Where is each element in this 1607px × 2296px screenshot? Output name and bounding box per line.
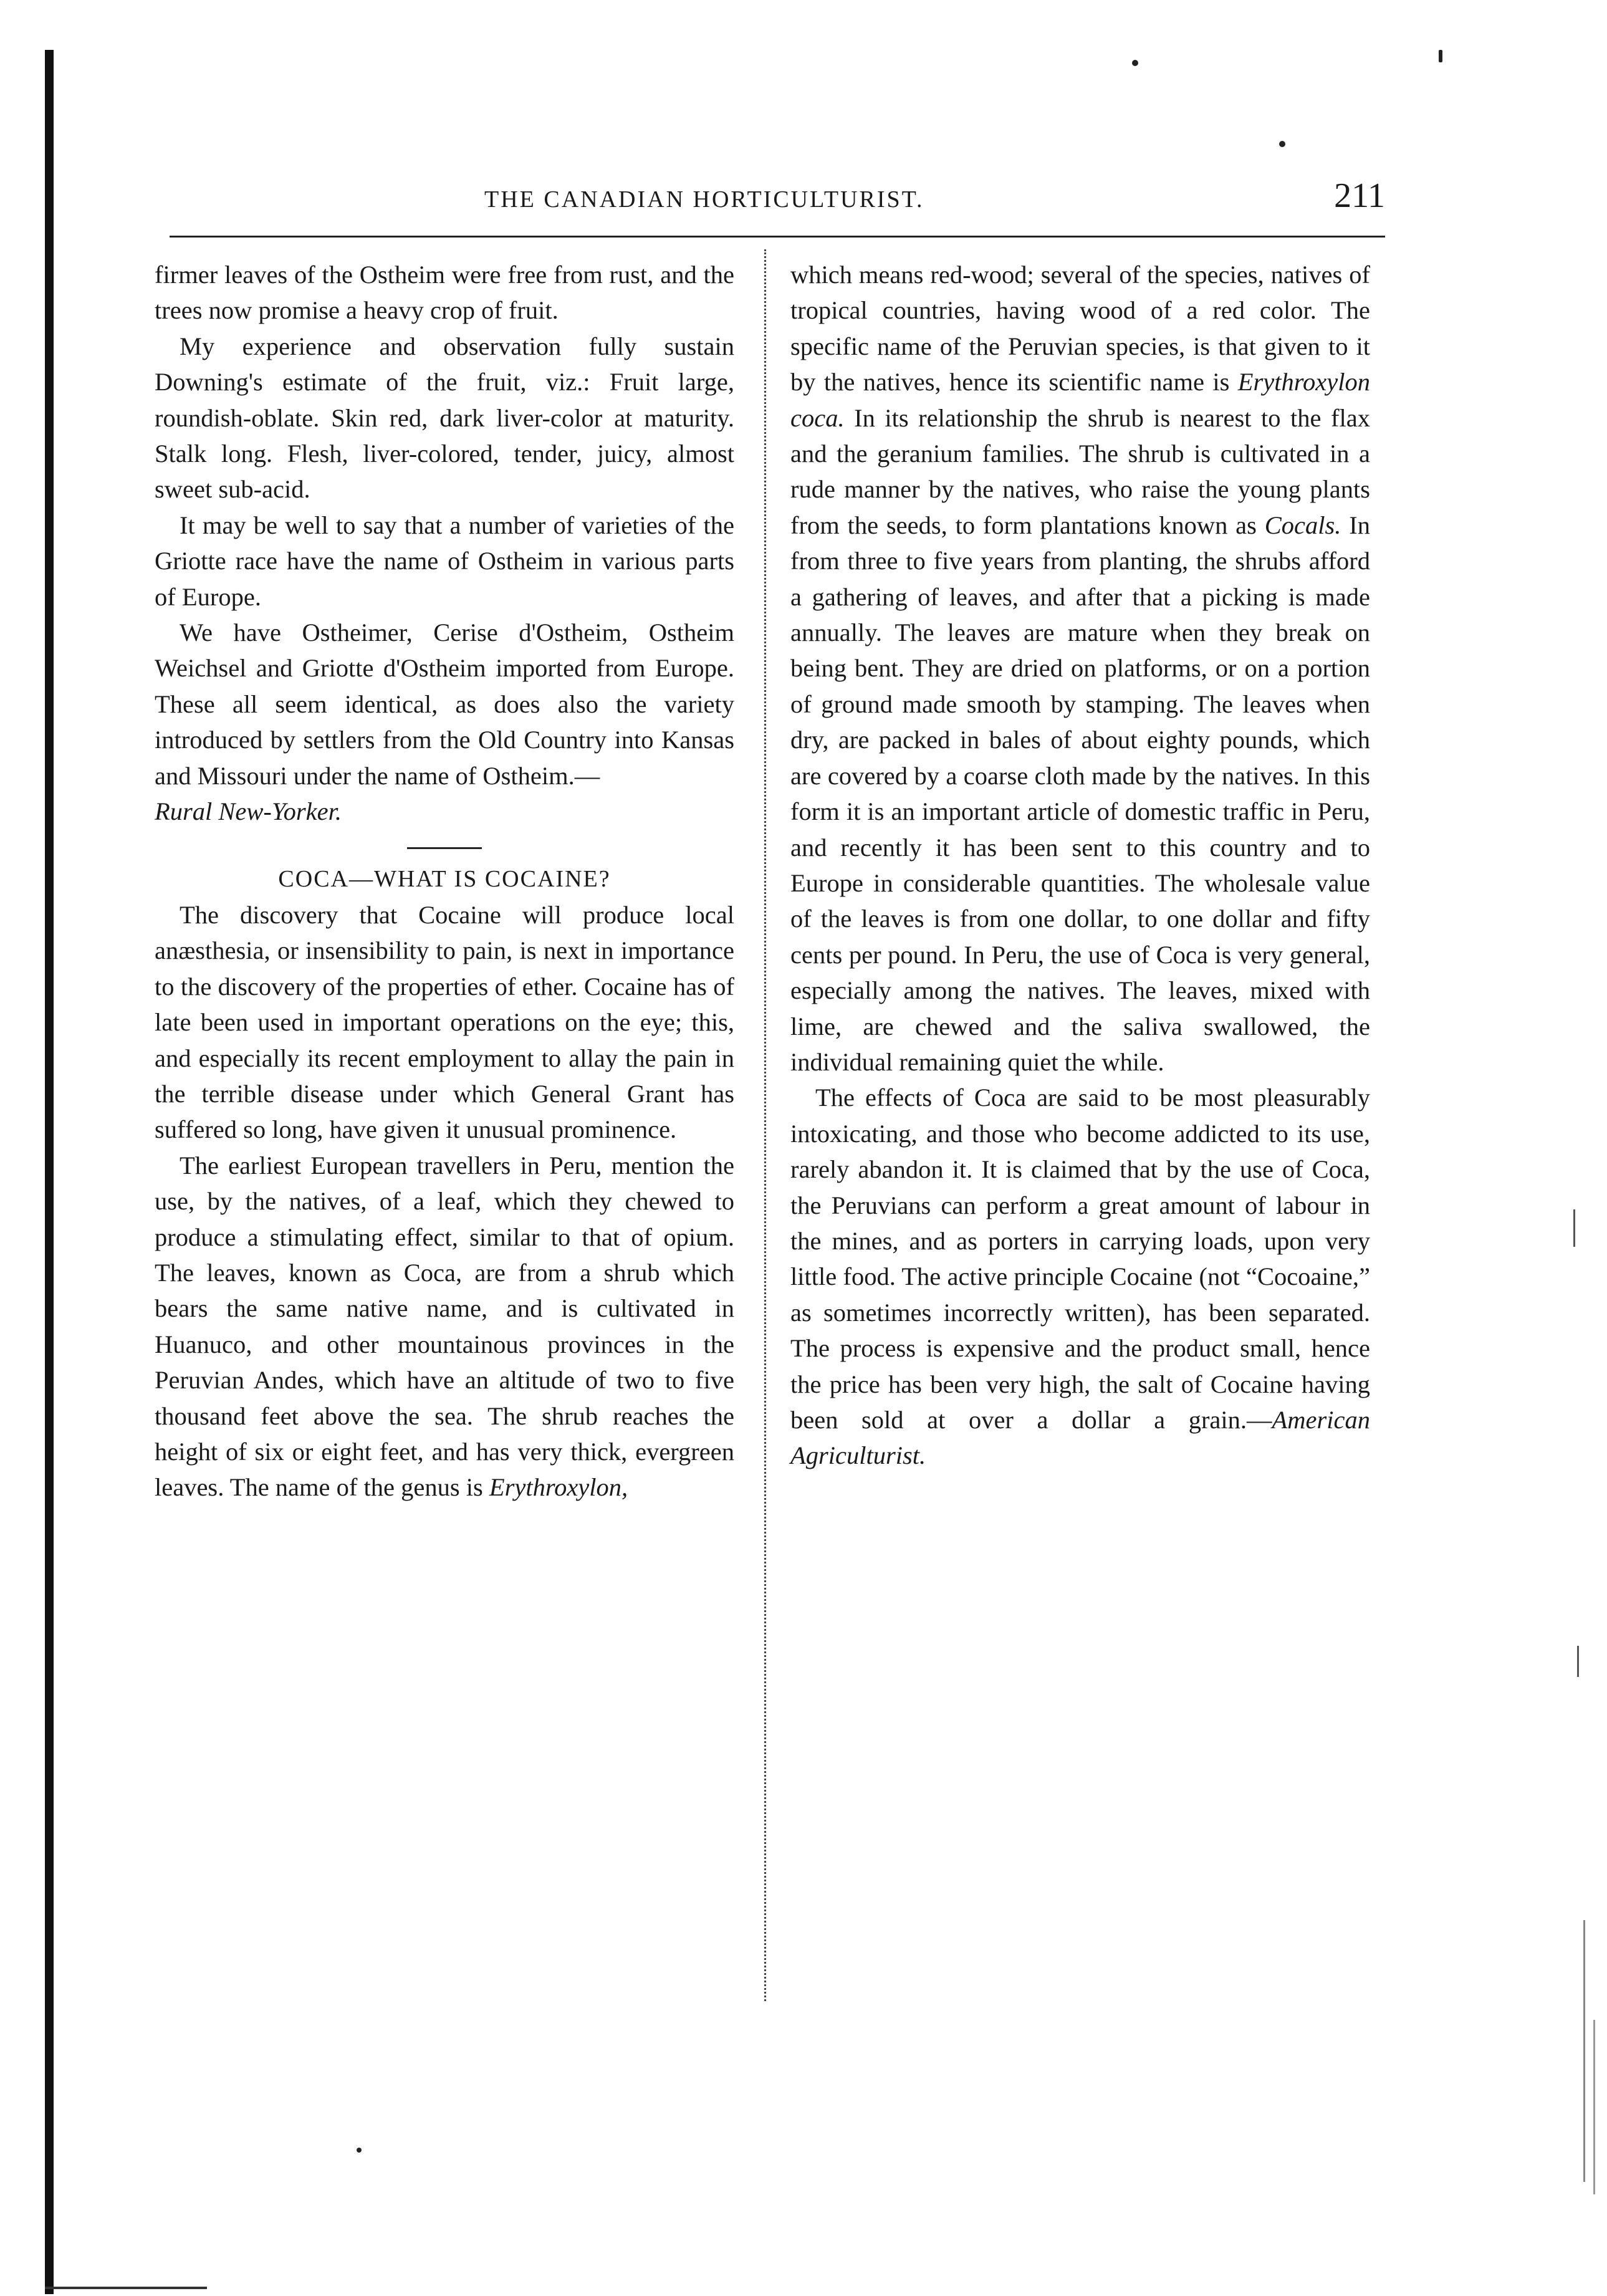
right-column (790, 257, 1370, 1474)
section-title: COCA—WHAT IS COCAINE? (278, 865, 611, 892)
left-column (155, 257, 734, 1506)
column-divider (764, 249, 767, 2001)
header-rule (170, 236, 1385, 238)
page-binding-edge (45, 50, 54, 2294)
paragraph: The discovery that Cocaine will produce local anæsthesia, or insensibility to pain, is next in importance to the discovery of the properties of ether. Cocaine has of late been used in important operations on the eye; this, and especially its recent employment to allay the pain in the terrible disease under which General Grant has suffered so long, have given it unusual prominence. (155, 900, 734, 1144)
paragraph-text: We have Ostheimer, Cerise d'Ostheim, Ostheim Weichsel and Griotte d'Ostheim imported from Europe. These all seem identical, as does also the variety introduced by settlers from the Old Country into Kansas and Missouri under the name of Ostheim.— (155, 618, 734, 790)
paragraph (155, 615, 734, 829)
paragraph: firmer leaves of the Ostheim were free from rust, and the trees now promise a heavy crop of fruit. (155, 261, 734, 325)
scan-speck (357, 2148, 362, 2153)
scan-speck (1439, 50, 1442, 62)
running-title: THE CANADIAN HORTICULTURIST. (484, 186, 924, 213)
scan-speck (1132, 60, 1138, 66)
scan-edge-mark (1593, 2020, 1595, 2194)
page-binding-foot (45, 2287, 207, 2289)
section-rule (407, 847, 482, 849)
source-attribution: American Agriculturist. (790, 1406, 1370, 1470)
paragraph (790, 1080, 1370, 1473)
paragraph-text: The earliest European travellers in Peru, mention the use, by the natives, of a leaf, which they chewed to produce a stimulating effect, similar to that of opium. The leaves, known as Coca, are from a shrub which bears the same native name, and is cultivated in Huanuco, and other mountainous provinces in the Peruvian Andes, which have an altitude of two to five thousand feet above the sea. The shrub reaches the height of six or eight feet, and has very thick, evergreen leaves. The name of the genus is (155, 1151, 734, 1502)
cocals-term: Cocals. (1264, 511, 1341, 539)
paragraph: It may be well to say that a number of varieties of the Griotte race have the name of Ostheim in various parts of Europe. (155, 511, 734, 611)
paragraph-text: In from three to five years from planting, the shrubs afford a gathering of leaves, and after that a picking is made annually. The leaves are mature when they break on being bent. They are dried on platforms, or on a portion of ground made smooth by stamping. The leaves when dry, are packed in bales of about eighty pounds, which are covered by a coarse cloth made by the natives. In this form it is an important article of domestic traffic in Peru, and recently it has been sent to this country and to Europe in considerable quantities. The wholesale value of the leaves is from one dollar, to one dollar and fifty cents per pound. In Peru, the use of Coca is very general, especially among the natives. The leaves, mixed with lime, are chewed and the saliva swallowed, the individual remaining quiet the while. (790, 511, 1371, 1076)
page-header (170, 176, 1385, 224)
paragraph-text: The effects of Coca are said to be most pleasurably intoxicating, and those who become addicted to its use, rarely abandon it. It is claimed that by the use of Coca, the Peruvians can perform a great amount of labour in the mines, and as porters in carrying loads, upon very little food. The active principle Cocaine (not “Cocoaine,” as sometimes incorrectly written), has been separated. The process is expensive and the product small, hence the price has been very high, the salt of Cocaine having been sold at over a dollar a grain.— (790, 1083, 1370, 1434)
scan-speck (1279, 141, 1285, 147)
page-number: 211 (1334, 176, 1385, 215)
paragraph (155, 1148, 734, 1506)
paragraph-text: In its relationship the shrub is nearest to the flax and the geranium families. The shrub is cultivated in a rude manner by the natives, who raise the young plants from the seeds, to form plantations known as (790, 403, 1371, 539)
genus-name: Erythroxylon, (489, 1473, 628, 1502)
scan-edge-mark (1577, 1646, 1579, 1677)
paragraph: My experience and observation fully sustain Downing's estimate of the fruit, viz.: Fruit large, roundish-oblate. Skin red, dark liver-color at maturity. Stalk long. Flesh, liver-colored, tender, juicy, almost sweet sub-acid. (155, 332, 734, 504)
paragraph-text: which means red-wood; several of the species, natives of tropical countries, having wood of a red color. The specific name of the Peruvian species, is that given to it by the natives, hence its scientific name is (790, 261, 1370, 396)
species-name: Erythroxylon coca. (790, 368, 1370, 432)
paragraph (790, 257, 1370, 1080)
scan-edge-mark (1583, 1920, 1585, 2182)
scan-edge-mark (1573, 1209, 1575, 1247)
source-attribution: Rural New-Yorker. (155, 797, 342, 826)
